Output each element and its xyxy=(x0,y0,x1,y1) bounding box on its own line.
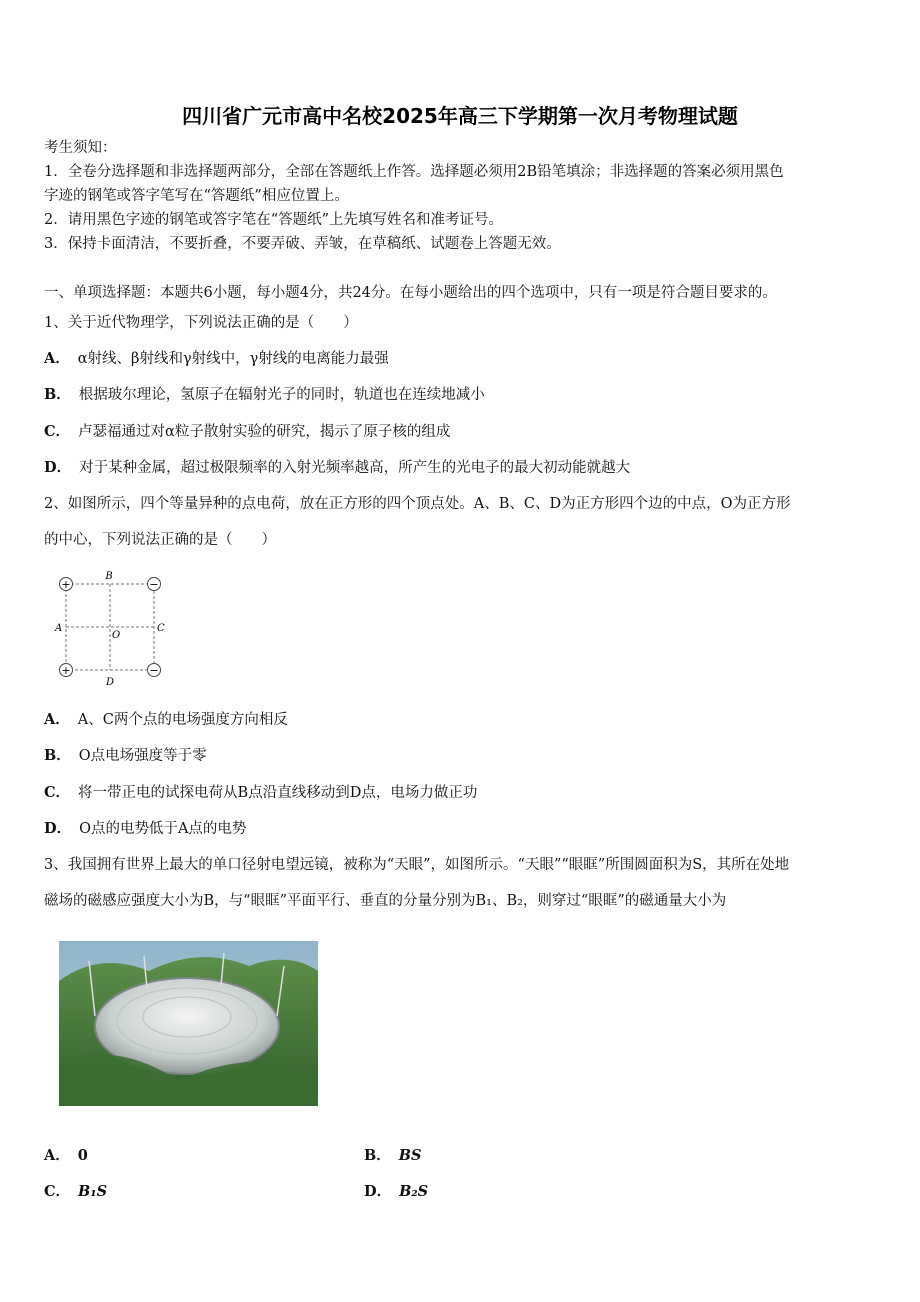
option-text: 根据玻尔理论，氢原子在辐射光子的同时，轨道也在连续地减小 xyxy=(78,387,485,403)
q1-option-b xyxy=(44,385,485,405)
minus-sign: − xyxy=(149,664,159,677)
q2-stem-line2: 的中心，下列说法正确的是（ ） xyxy=(44,532,276,548)
option-text: O点的电势低于A点的电势 xyxy=(79,821,247,837)
point-b-label: B xyxy=(105,571,113,582)
plus-sign: + xyxy=(61,664,71,677)
option-text: BS xyxy=(398,1147,422,1164)
option-text: 0 xyxy=(77,1147,88,1164)
charge-square-figure xyxy=(52,568,168,688)
q1-option-d xyxy=(44,458,630,478)
option-text: O点电场强度等于零 xyxy=(78,748,207,764)
point-o-label: O xyxy=(112,630,121,641)
option-text: α射线、β射线和γ射线中，γ射线的电离能力最强 xyxy=(77,351,389,367)
option-label: C． xyxy=(44,784,71,801)
option-text: A、C两个点的电场强度方向相反 xyxy=(77,712,288,728)
q3-stem-line2: 磁场的磁感应强度大小为B，与“眼眶”平面平行、垂直的分量分别为B₁、B₂，则穿过“眼眶”的磁通量大小为 xyxy=(44,893,727,909)
page-title: 四川省广元市高中名校2025年高三下学期第一次月考物理试题 xyxy=(182,104,738,128)
option-text: 卢瑟福通过对α粒子散射实验的研究，揭示了原子核的组成 xyxy=(78,424,451,440)
option-text: B₂S xyxy=(399,1183,429,1200)
q2-option-c xyxy=(44,783,477,803)
q3-option-b xyxy=(364,1146,422,1166)
point-d-label: D xyxy=(105,677,115,688)
q2-option-b xyxy=(44,746,207,766)
notice-item: 2．请用黑色字迹的钢笔或答字笔在“答题纸”上先填写姓名和准考证号。 xyxy=(44,212,504,228)
section-heading: 一、单项选择题：本题共6小题，每小题4分，共24分。在每小题给出的四个选项中，只有一项是符合题目要求的。 xyxy=(44,285,777,301)
notice-item: 1．全卷分选择题和非选择题两部分，全部在答题纸上作答。选择题必须用2B铅笔填涂；非选择题的答案必须用黑色 xyxy=(44,164,784,180)
option-label: C． xyxy=(44,423,71,440)
option-label: D． xyxy=(364,1183,392,1200)
q1-option-c xyxy=(44,422,450,442)
option-label: A． xyxy=(44,1147,70,1164)
option-label: A． xyxy=(44,350,70,367)
point-a-label: A xyxy=(55,623,63,634)
option-text: 对于某种金属，超过极限频率的入射光频率越高，所产生的光电子的最大初动能就越大 xyxy=(79,460,631,476)
option-text: 将一带正电的试探电荷从B点沿直线移动到D点，电场力做正功 xyxy=(78,785,478,801)
q3-option-d xyxy=(364,1182,428,1202)
option-label: B． xyxy=(364,1147,391,1164)
fast-telescope-photo xyxy=(59,941,318,1106)
q2-option-a xyxy=(44,710,288,730)
q3-option-a xyxy=(44,1146,88,1166)
q1-stem: 1、关于近代物理学，下列说法正确的是（ ） xyxy=(44,315,358,331)
notice-heading: 考生须知： xyxy=(44,140,117,156)
q2-option-d xyxy=(44,819,246,839)
option-label: D． xyxy=(44,820,72,837)
option-label: C． xyxy=(44,1183,71,1200)
option-text: B₁S xyxy=(78,1183,108,1200)
option-label: D． xyxy=(44,459,72,476)
point-c-label: C xyxy=(157,623,165,634)
q3-option-c xyxy=(44,1182,107,1202)
option-label: A． xyxy=(44,711,70,728)
q2-stem-line1: 2、如图所示，四个等量异种的点电荷，放在正方形的四个顶点处。A、B、C、D为正方形四个边的中点，O为正方形 xyxy=(44,496,791,512)
notice-item: 字迹的钢笔或答字笔写在“答题纸”相应位置上。 xyxy=(44,188,349,204)
q1-option-a xyxy=(44,349,389,369)
minus-sign: − xyxy=(149,578,159,591)
plus-sign: + xyxy=(61,578,71,591)
q3-stem-line1: 3、我国拥有世界上最大的单口径射电望远镜，被称为“天眼”，如图所示。“天眼”“眼眶”所围圆面积为S，其所在处地 xyxy=(44,857,790,873)
option-label: B． xyxy=(44,747,71,764)
notice-item: 3．保持卡面清洁，不要折叠，不要弄破、弄皱，在草稿纸、试题卷上答题无效。 xyxy=(44,236,561,252)
option-label: B． xyxy=(44,386,71,403)
